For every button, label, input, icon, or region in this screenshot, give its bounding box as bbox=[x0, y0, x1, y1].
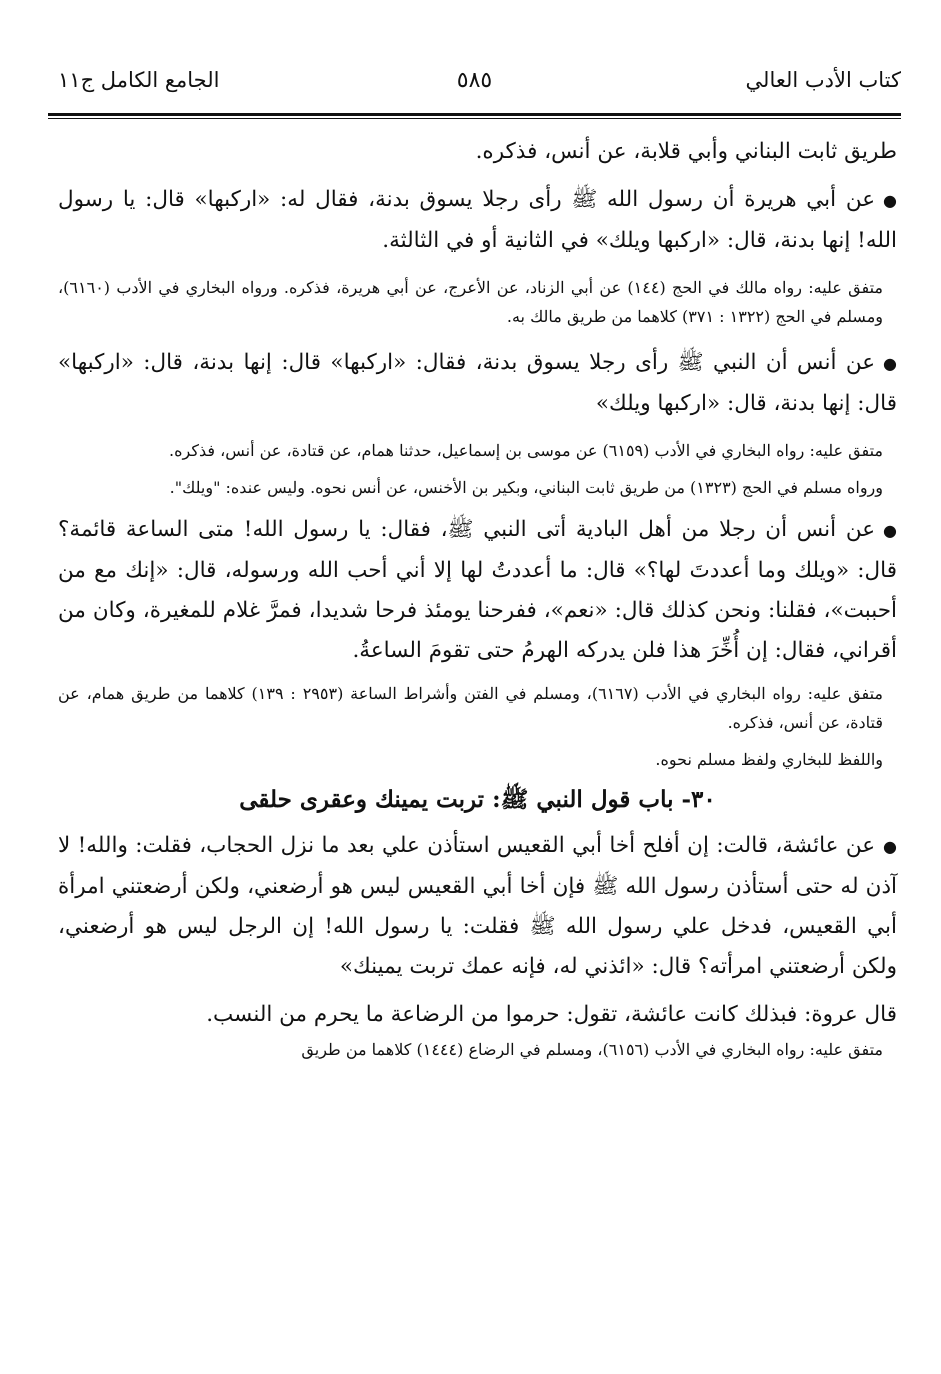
hadith-text: ●عن أنس أن رجلا من أهل البادية أتى النبي ﷺ، فقال: يا رسول الله! متى الساعة قائمة؟ قال: «ويلك وما أعددتَ لها؟» قال: ما أعددتُ لها إلا أني أحب الله ورسوله، قال: «إنك مع من أحببت»، فقلنا: ونحن كذلك قال: «نعم»، ففرحنا يومئذ فرحا شديدا، فمرَّ غلام للمغيرة، وكان من أقراني، فقال: إن أُخِّرَ هذا فلن يدركه الهرمُ حتى تقومَ الساعةُ. bbox=[58, 510, 897, 671]
header-rule-thick bbox=[48, 113, 901, 116]
takhrij-note: متفق عليه: رواه مالك في الحج (١٤٤) عن أبي الزناد، عن الأعرج، عن أبي هريرة، فذكره. ورواه البخاري في الأدب (٦١٦٠)، ومسلم في الحج (١٣٢٢ : ٣٧١) كلاهما من طريق مالك به. bbox=[58, 278, 883, 326]
takhrij-note: واللفظ للبخاري ولفظ مسلم نحوه. bbox=[655, 750, 883, 769]
bullet-icon: ● bbox=[883, 521, 897, 540]
page-header bbox=[48, 58, 901, 108]
takhrij-note: متفق عليه: رواه البخاري في الأدب (٦١٥٦)، ومسلم في الرضاع (١٤٤٤) كلاهما من طريق bbox=[301, 1040, 883, 1059]
volume-label: الجامع الكامل ج١١ bbox=[58, 68, 220, 92]
book-title: كتاب الأدب العالي bbox=[745, 68, 901, 92]
hadith-text: طريق ثابت البناني وأبي قلابة، عن أنس، فذكره. bbox=[475, 139, 897, 164]
page-content bbox=[58, 132, 897, 1064]
takhrij-note: متفق عليه: رواه البخاري في الأدب (٦١٦٧)، ومسلم في الفتن وأشراط الساعة (٢٩٥٣ : ١٣٩) كلاهما من طريق همام، عن قتادة، عن أنس، فذكره. bbox=[58, 684, 883, 732]
bullet-icon: ● bbox=[883, 191, 897, 210]
hadith-text: قال عروة: فبذلك كانت عائشة، تقول: حرموا من الرضاعة ما يحرم من النسب. bbox=[206, 1002, 897, 1027]
bullet-icon: ● bbox=[883, 837, 897, 856]
hadith-text: ●عن أبي هريرة أن رسول الله ﷺ رأى رجلا يسوق بدنة، فقال له: «اركبها» قال: يا رسول الله! إنها بدنة، قال: «اركبها ويلك» في الثانية أو في الثالثة. bbox=[58, 180, 897, 261]
hadith-text: ●عن عائشة، قالت: إن أفلح أخا أبي القعيس استأذن علي بعد ما نزل الحجاب، فقلت: والله! لا آذن له حتى أستأذن رسول الله ﷺ فإن أخا أبي القعيس ليس هو أرضعني، ولكن أرضعتني امرأة أبي القعيس، فدخل علي رسول الله ﷺ فقلت: يا رسول الله! إن الرجل ليس هو أرضعني، ولكن أرضعتني امرأته؟ قال: «ائذني له، فإنه عمك تربت يمينك» bbox=[58, 826, 897, 987]
takhrij-note: متفق عليه: رواه البخاري في الأدب (٦١٥٩) عن موسى بن إسماعيل، حدثنا همام، عن قتادة، عن أنس، فذكره. bbox=[169, 441, 883, 460]
chapter-heading: ٣٠- باب قول النبي ﷺ: تربت يمينك وعقرى حلقى bbox=[239, 786, 716, 813]
page-number: ٥٨٥ bbox=[456, 68, 493, 93]
takhrij-note: ورواه مسلم في الحج (١٣٢٣) من طريق ثابت البناني، وبكير بن الأخنس، عن أنس نحوه. وليس عنده: "ويلك". bbox=[169, 478, 883, 497]
header-rule-thin bbox=[48, 118, 901, 119]
hadith-text: ●عن أنس أن النبي ﷺ رأى رجلا يسوق بدنة، فقال: «اركبها» قال: إنها بدنة، قال: «اركبها» قال: إنها بدنة، قال: «اركبها ويلك» bbox=[58, 343, 897, 424]
bullet-icon: ● bbox=[883, 354, 897, 373]
